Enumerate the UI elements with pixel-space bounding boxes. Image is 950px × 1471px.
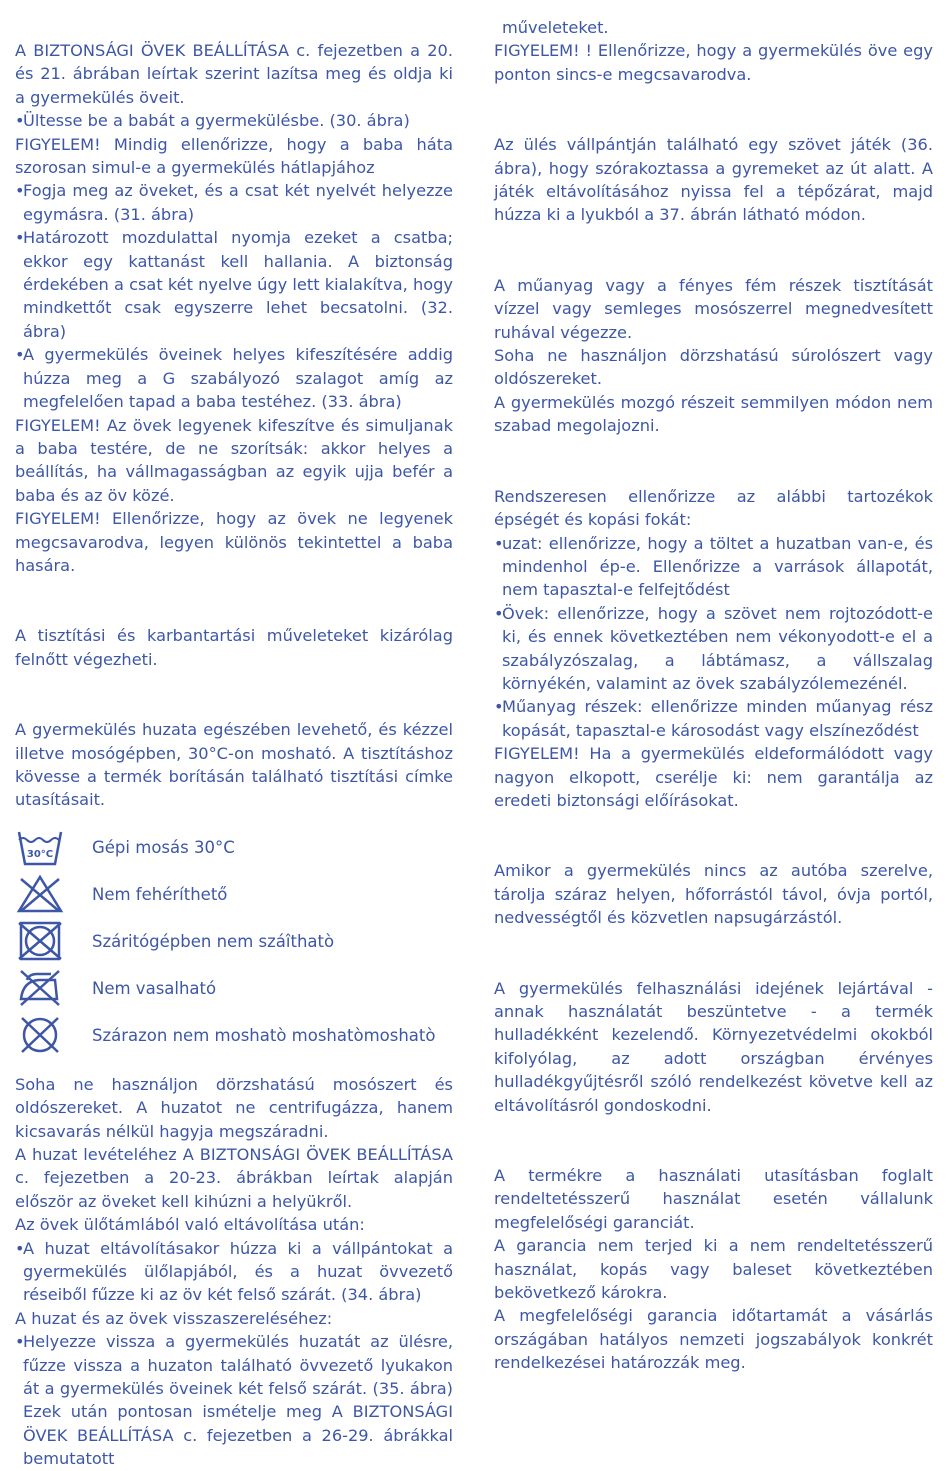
bullet-item: • Ültesse be a babát a gyermekülésbe. (30. ábra) xyxy=(15,109,453,132)
left-column xyxy=(15,0,453,1471)
paragraph: A huzat és az övek visszaszereléséhez: xyxy=(15,1308,333,1328)
bullet-item: • A huzat eltávolításakor húzza ki a vállpántokat a gyermekülés ülőlapjából, és a huzat övvezető réseiből fűzze ki az öv két felső szárát. (34. ábra) xyxy=(15,1237,453,1307)
warning-paragraph: FIGYELEM! Ellenőrizze, hogy az övek ne legyenek megcsavarodva, legyen különös tekintettel a baba hasára. xyxy=(15,509,453,575)
paragraph: Az ülés vállpántján található egy szövet játék (36. ábra), hogy szórakoztassa a gyremeket az út alatt. A játék eltávolításához nyissa fel a tépőzárat, majd húzza ki a lyukból a 37. ábrán látható módon. xyxy=(494,135,933,225)
no-bleach-icon xyxy=(15,873,65,915)
bullet-item: • Helyezze vissza a gyermekülés huzatát az ülésre, fűzze vissza a huzaton található övvezető lyukakon át a gyermekülés öveinek két felső szárát. (35. ábra) Ezek után pontosan ismételje meg A BIZTONSÁGI ÖVEK BEÁLLÍTÁSA c. fejezetben a 26-29. ábrákkal bemutatott xyxy=(15,1330,453,1470)
paragraph: Amikor a gyermekülés nincs az autóba szerelve, tárolja száraz helyen, hőforrástól távol, óvja portól, nedvességtől és közvetlen napsugárzástól. xyxy=(494,861,933,928)
warning-paragraph: FIGYELEM! Ha a gyermekülés eldeformálódott vagy nagyon elkopott, cserélje ki: nem garantálja az eredeti biztonsági előírásokat. xyxy=(494,744,933,810)
paragraph: A megfelelőségi garancia időtartamát a vásárlás országában hatályos nemzeti jogszabályok konkrét rendelkezései határozzák meg. xyxy=(494,1306,933,1373)
no-tumble-dry-icon xyxy=(15,920,65,962)
care-row-dryclean xyxy=(15,1012,453,1059)
warning-paragraph: FIGYELEM! Mindig ellenőrizze, hogy a baba háta szorosan simul-e a gyermekülés hátlapjához xyxy=(15,134,453,178)
paragraph: A BIZTONSÁGI ÖVEK BEÁLLÍTÁSA c. fejezetben a 20. és 21. ábrában leírtak szerint lazítsa meg és oldja ki a gyermekülés öveit. xyxy=(15,41,453,107)
right-column xyxy=(494,0,933,1375)
wash-30-icon xyxy=(15,826,65,868)
no-iron-icon xyxy=(15,967,65,1009)
bullet-item: • uzat: ellenőrizze, hogy a töltet a huzatban van-e, és mindenhol ép-e. Ellenőrizze a varrások állapotát, nem tapasztal-e felfejtődést xyxy=(494,532,933,602)
warning-paragraph: FIGYELEM! Az övek legyenek kifeszítve és simuljanak a baba testére, de ne szorítsák: akkor helyes a beállítás, ha vállmagasságban az egyik ujja befér a baba és az öv közé. xyxy=(15,415,453,505)
paragraph: A termékre a használati utasításban foglalt rendeltetésszerű használat esetén vállalunk megfelelőségi garanciát. xyxy=(494,1166,933,1232)
care-row-tumble xyxy=(15,918,453,965)
bullet-item: • A gyermekülés öveinek helyes kifeszítésére addig húzza meg a G szabályozó szalagot amíg az megfelelően tapad a baba testéhez. (33. ábra) xyxy=(15,343,453,413)
paragraph: A gyermekülés mozgó részeit semmilyen módon nem szabad megolajozni. xyxy=(494,392,933,436)
paragraph: A huzat levételéhez A BIZTONSÁGI ÖVEK BEÁLLÍTÁSA c. fejezetben a 20-23. ábrákban leírtak alapján először az öveket kell kihúzni a helyükről. xyxy=(15,1145,453,1211)
paragraph: műveleteket. xyxy=(502,18,609,37)
warning-paragraph: FIGYELEM! ! Ellenőrizze, hogy a gyermekülés öve egy ponton sincs-e megcsavarodva. xyxy=(494,41,933,84)
no-dry-clean-icon xyxy=(15,1014,65,1056)
bullet-item: • Fogja meg az öveket, és a csat két nyelvét helyezze egymásra. (31. ábra) xyxy=(15,179,453,226)
paragraph: Soha ne használjon dörzshatású mosószert és oldószereket. A huzatot ne centrifugázza, hanem kicsavarás nélkül hagyja megszáradni. xyxy=(15,1074,453,1141)
paragraph: Soha ne használjon dörzshatású súrolószert vagy oldószereket. xyxy=(494,346,933,389)
bullet-item: • Határozott mozdulattal nyomja ezeket a csatba; ekkor egy kattanást kell hallania. A biztonság érdekében a csat két nyelve úgy lett kialakítva, hogy mindkettőt csak egyszerre lehet becsatolni. (32. ábra) xyxy=(15,226,453,343)
care-label: Gépi mosás 30°C xyxy=(92,837,235,857)
paragraph: A tisztítási és karbantartási műveleteket kizárólag felnőtt végezheti. xyxy=(15,626,453,669)
paragraph: A gyermekülés huzata egészében levehető, és kézzel illetve mosógépben, 30°C-on mosható. A tisztításhoz kövesse a termék borításán található tisztítási címke utasításait. xyxy=(15,720,453,810)
paragraph: A garancia nem terjed ki a nem rendeltetésszerű használat, kopás vagy baleset következtében bekövetkező károkra. xyxy=(494,1236,933,1303)
paragraph: A gyermekülés felhasználási idejének lejártával - annak használatát beszüntetve - a termék hulladékként kezelendő. Környezetvédelmi okokból kifolyólag, az adott országban érvényes hulladékgyűjtésről szóló rendelkezést követve kell az eltávolításról gondoskodni. xyxy=(494,978,933,1115)
care-row-iron xyxy=(15,965,453,1012)
care-label: Nem fehéríthető xyxy=(92,884,228,904)
care-symbols-list xyxy=(15,824,453,1059)
bullet-item: • Műanyag részek: ellenőrizze minden műanyag rész kopását, tapasztal-e károsodást vagy elszíneződést xyxy=(494,695,933,742)
care-label: Nem vasalható xyxy=(92,978,217,998)
care-row-wash xyxy=(15,824,453,871)
paragraph: A műanyag vagy a fényes fém részek tisztítását vízzel vagy semleges mosószerrel megnedvesített ruhával végezze. xyxy=(494,275,933,342)
care-row-bleach xyxy=(15,871,453,918)
bullet-item: • Övek: ellenőrizze, hogy a szövet nem rojtozódott-e ki, és ennek következtében nem vékonyodott-e el a szabályzószalag, a lábtámasz, a vállszalag környékén, valamint az övek szabályzólemezénél. xyxy=(494,602,933,696)
care-label: Szárazon nem moshatò moshatòmoshatò xyxy=(92,1025,436,1045)
care-label: Száritógépben nem száîthatò xyxy=(92,931,335,951)
paragraph: Az övek ülőtámlából való eltávolítása után: xyxy=(15,1215,365,1235)
wash-temperature-label: 30°C xyxy=(26,849,54,861)
paragraph: Rendszeresen ellenőrizze az alábbi tartozékok épségét és kopási fokát: xyxy=(494,486,933,530)
